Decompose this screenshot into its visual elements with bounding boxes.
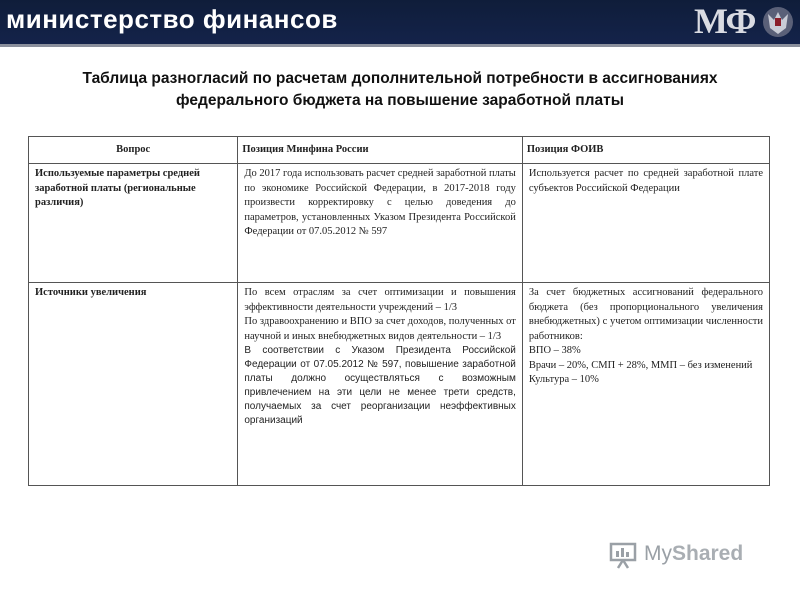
foiv-point-1: За счет бюджетных ассигнований федерального бюджета (без пропорционального увеличения внебюджетных) с учетом оптимизации численности работников: bbox=[528, 287, 763, 342]
foiv-point-4: Культура – 10% bbox=[528, 374, 599, 385]
page-title bbox=[40, 68, 760, 112]
title-line-2: федерального бюджета на повышение заработной платы bbox=[176, 92, 624, 109]
table-header-row bbox=[29, 137, 770, 164]
minfin-point-1: По всем отраслям за счет оптимизации и повышения эффективности деятельности учреждений – 1/3 bbox=[244, 287, 516, 313]
row1-foiv: Используется расчет по средней заработной плате субъектов Российской Федерации bbox=[522, 164, 769, 283]
minfin-point-2: По здравоохранению и ВПО за счет доходов, полученных от научной и иных внебюджетных видов деятельности – 1/3 bbox=[244, 316, 516, 342]
coat-of-arms-icon bbox=[760, 4, 796, 40]
watermark-shared: Shared bbox=[672, 542, 744, 565]
header-foiv: Позиция ФОИВ bbox=[522, 137, 769, 164]
row2-minfin bbox=[238, 283, 522, 486]
foiv-point-3: Врачи – 20%, СМП + 28%, ММП – без изменений bbox=[528, 359, 753, 371]
row2-question: Источники увеличения bbox=[29, 283, 238, 486]
header-question: Вопрос bbox=[29, 137, 238, 164]
table-row bbox=[29, 164, 770, 283]
minfin-point-3: В соответствии с Указом Президента Российской Федерации от 07.05.2012 № 597, повышение заработной платы должно осуществляться с возможным привлечением на эти цели не менее трети средств, получаемых за счет реорганизации неэффективных организаций bbox=[244, 345, 516, 426]
myshared-watermark[interactable] bbox=[608, 540, 768, 570]
watermark-my: My bbox=[644, 542, 672, 565]
row2-foiv bbox=[522, 283, 769, 486]
table-row bbox=[29, 283, 770, 486]
presentation-icon bbox=[608, 540, 638, 570]
title-line-1: Таблица разногласий по расчетам дополнительной потребности в ассигнованиях bbox=[82, 70, 718, 87]
logo-monogram: МФ bbox=[694, 1, 755, 41]
watermark-text bbox=[644, 542, 743, 566]
ministry-brand: министерство финансов bbox=[6, 4, 338, 34]
foiv-point-2: ВПО – 38% bbox=[528, 345, 581, 356]
row1-minfin: До 2017 года использовать расчет средней заработной платы по экономике Российской Федерации, в 2017-2018 году произвести корректировку с целью доведения до параметров, установленных Указом Президента Российской Федерации от 07.05.2012 № 597 bbox=[238, 164, 522, 283]
disagreements-table bbox=[28, 136, 770, 486]
ministry-logo[interactable] bbox=[692, 2, 754, 42]
header-minfin: Позиция Минфина России bbox=[238, 137, 522, 164]
row1-question: Используемые параметры средней заработной платы (региональные различия) bbox=[29, 164, 238, 283]
header-bar bbox=[0, 0, 800, 47]
